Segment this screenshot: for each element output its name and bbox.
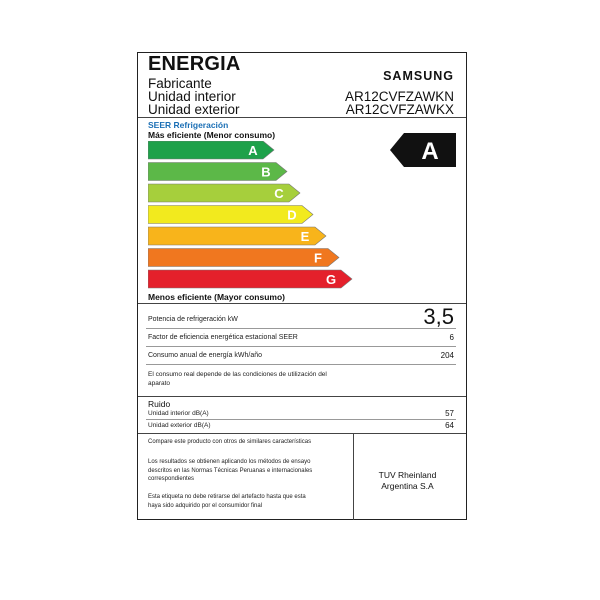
footer-label-note: Esta etiqueta no debe retirarse del artefacto hasta que esta haya sido adquirido por el consumidor final	[148, 494, 306, 509]
rating-arrow	[390, 133, 456, 167]
divider	[146, 328, 456, 329]
divider	[138, 117, 466, 118]
efficiency-bars	[148, 141, 358, 291]
ruido-interior-value: 57	[445, 409, 454, 418]
label-title: ENERGIA	[148, 53, 241, 75]
ruido-exterior-value: 64	[445, 421, 454, 430]
cert-line-2: Argentina S.A	[381, 481, 434, 491]
efficiency-letter-g: G	[325, 272, 337, 287]
divider	[146, 419, 456, 420]
unidad-exterior-label: Unidad exterior	[148, 102, 240, 117]
energy-label	[137, 52, 467, 520]
brand-logo: SAMSUNG	[383, 69, 454, 83]
cert-line-1: TUV Rheinland	[378, 470, 437, 480]
efficiency-letter-f: F	[314, 250, 322, 266]
consumo-label: Consumo anual de energía kWh/año	[148, 352, 263, 359]
footer-divider	[353, 433, 354, 520]
divider	[146, 364, 456, 365]
consumo-value: 204	[440, 351, 454, 360]
rating-letter: A	[421, 138, 439, 165]
factor-label: Factor de eficiencia energética estacional SEER	[148, 334, 298, 341]
efficiency-bar-f	[148, 249, 339, 267]
unidad-interior-label: Unidad interior	[148, 89, 236, 104]
ruido-exterior-label: Unidad exterior dB(A)	[148, 422, 211, 429]
footer-methods-text: Los resultados se obtienen aplicando los métodos de ensayo descritos en las Normas Técnicas Peruanas e internacionales correspondientes	[148, 459, 313, 482]
divider	[138, 303, 466, 304]
efficiency-letter-c: C	[274, 186, 284, 201]
divider	[138, 433, 466, 434]
unidad-interior-value: AR12CVFZAWKN	[344, 89, 454, 104]
potencia-value: 3,5	[423, 304, 454, 329]
fabricante-label: Fabricante	[148, 76, 212, 91]
ruido-interior-label: Unidad interior dB(A)	[148, 410, 209, 417]
efficiency-bar-e	[148, 227, 326, 245]
seer-title: SEER Refrigeración	[148, 120, 229, 130]
efficiency-letter-a: A	[248, 143, 258, 158]
factor-value: 6	[449, 333, 454, 342]
least-efficient-label: Menos eficiente (Mayor consumo)	[148, 292, 285, 302]
footer-compare-text: Compare este producto con otros de similares características	[148, 439, 312, 445]
efficiency-bar-g	[148, 270, 352, 288]
ruido-title: Ruido	[148, 399, 171, 409]
efficiency-letter-e: E	[300, 229, 310, 244]
consumo-note: El consumo real depende de las condiciones de utilización del aparato	[148, 371, 327, 387]
efficiency-letter-d: D	[287, 207, 297, 223]
divider	[138, 396, 466, 397]
most-efficient-label: Más eficiente (Menor consumo)	[148, 130, 276, 140]
efficiency-letter-b: B	[261, 164, 271, 180]
divider	[146, 346, 456, 347]
unidad-exterior-value: AR12CVFZAWKX	[345, 102, 454, 117]
potencia-label: Potencia de refrigeración kW	[148, 316, 238, 323]
